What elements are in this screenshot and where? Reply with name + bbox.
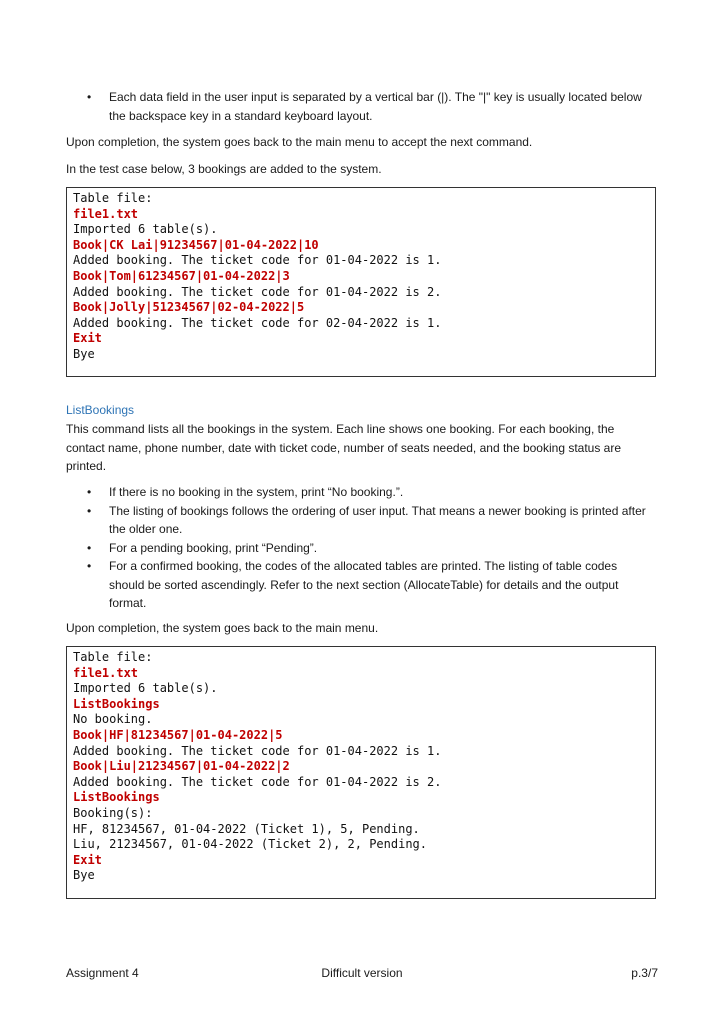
console-output-line: Added booking. The ticket code for 01-04-2022 is 2. (73, 774, 442, 789)
paragraph-test-case: In the test case below, 3 bookings are added to the system. (66, 162, 382, 176)
console-input-line: Book|Liu|21234567|01-04-2022|2 (73, 759, 290, 774)
console-output-line: Bye (73, 346, 95, 361)
console-output-line: Added booking. The ticket code for 01-04-2022 is 1. (73, 253, 442, 268)
console-example-2 (66, 646, 656, 899)
console-input-line: Exit (73, 331, 102, 346)
footer-center: Difficult version (321, 966, 403, 980)
console-input-line: Book|Tom|61234567|01-04-2022|3 (73, 268, 290, 283)
console-output-line: Added booking. The ticket code for 01-04-2022 is 1. (73, 743, 442, 758)
console-output-line: Liu, 21234567, 01-04-2022 (Ticket 2), 2, Pending. (73, 837, 428, 852)
console-output-line: Table file: (73, 191, 153, 205)
console-input-line: ListBookings (73, 696, 160, 711)
console-input-line: file1.txt (73, 206, 139, 221)
console-output-line: HF, 81234567, 01-04-2022 (Ticket 1), 5, Pending. (73, 821, 420, 836)
console-output-line: Imported 6 table(s). (73, 681, 218, 696)
bullet-item: • If there is no booking in the system, print “No booking.”. (66, 483, 646, 502)
console-output-line: Booking(s): (73, 805, 153, 820)
console-input-line: Book|HF|81234567|01-04-2022|5 (73, 727, 283, 742)
console-output-line: Added booking. The ticket code for 01-04-2022 is 2. (73, 284, 442, 299)
console-input-line: Book|Jolly|51234567|02-04-2022|5 (73, 300, 305, 315)
paragraph-description: This command lists all the bookings in the system. Each line shows one booking. For each booking, the contact name, phone number, date with ticket code, number of seats needed, and the booking status are printed. (66, 422, 622, 473)
console-output-line: Imported 6 table(s). (73, 222, 218, 237)
paragraph-completion: Upon completion, the system goes back to the main menu to accept the next command. (66, 135, 533, 149)
footer-page-number: p.3/7 (631, 966, 658, 980)
bullet-list-separator (66, 88, 646, 125)
console-input-line: Book|CK Lai|91234567|01-04-2022|10 (73, 237, 319, 252)
bullet-item: • For a confirmed booking, the codes of the allocated tables are printed. The listing of table codes should be sorted ascendingly. Refer to the next section (AllocateTable) for details and the output format. (66, 557, 646, 613)
bullet-item: • For a pending booking, print “Pending”. (66, 539, 646, 558)
console-input-line: ListBookings (73, 790, 160, 805)
console-example-1 (66, 187, 656, 377)
footer-left: Assignment 4 (66, 966, 139, 980)
console-output-line: No booking. (73, 712, 153, 727)
paragraph-completion-2: Upon completion, the system goes back to the main menu. (66, 621, 379, 635)
section-heading: ListBookings (66, 403, 135, 417)
console-output-line: Added booking. The ticket code for 02-04-2022 is 1. (73, 315, 442, 330)
console-input-line: file1.txt (73, 665, 139, 680)
console-input-line: Exit (73, 852, 102, 867)
bullet-item: • The listing of bookings follows the ordering of user input. That means a newer booking is printed after the older one. (66, 502, 646, 539)
console-output-line: Bye (73, 868, 95, 883)
bullet-list-rules (66, 483, 646, 613)
bullet-item: • Each data field in the user input is separated by a vertical bar (|). The "|" key is usually located below the backspace key in a standard keyboard layout. (66, 88, 646, 125)
console-output-line: Table file: (73, 650, 153, 664)
